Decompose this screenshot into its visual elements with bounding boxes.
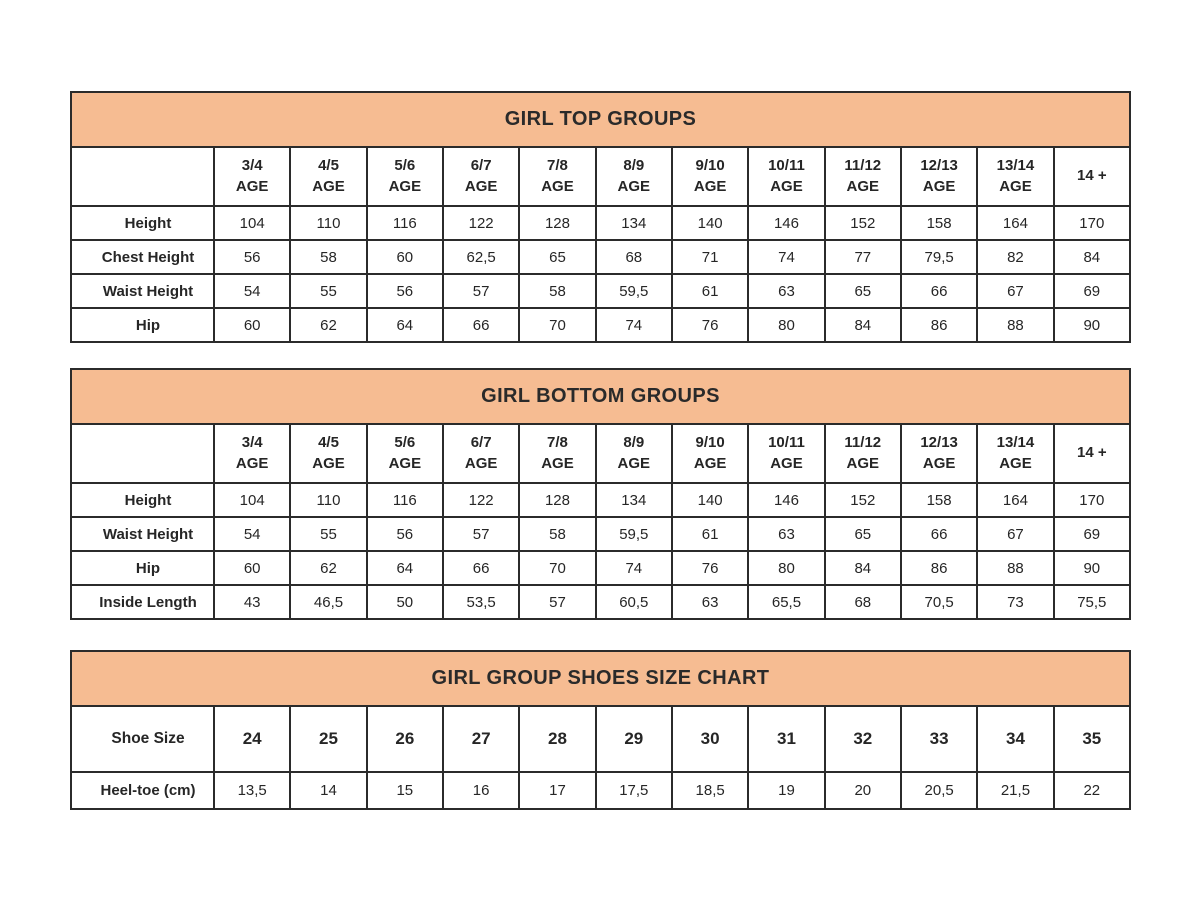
value-cell: 46,5 bbox=[290, 585, 366, 619]
value-cell: 74 bbox=[748, 240, 824, 274]
value-cell: 65 bbox=[825, 517, 901, 551]
value-cell: 61 bbox=[672, 274, 748, 308]
value-cell: 21,5 bbox=[977, 772, 1053, 809]
value-cell: 15 bbox=[367, 772, 443, 809]
row-label: Heel-toe (cm) bbox=[71, 772, 214, 809]
value-cell: 146 bbox=[748, 483, 824, 517]
value-cell: 68 bbox=[596, 240, 672, 274]
row-label: Height bbox=[71, 483, 214, 517]
value-cell: 76 bbox=[672, 308, 748, 342]
girl-shoes-size-table bbox=[70, 650, 1131, 810]
age-column-header: 14 + bbox=[1054, 424, 1130, 483]
age-column-header: 7/8 AGE bbox=[519, 147, 595, 206]
value-cell: 65 bbox=[519, 240, 595, 274]
value-cell: 59,5 bbox=[596, 274, 672, 308]
value-cell: 58 bbox=[290, 240, 366, 274]
value-cell: 64 bbox=[367, 308, 443, 342]
age-column-header: 9/10 AGE bbox=[672, 147, 748, 206]
value-cell: 152 bbox=[825, 483, 901, 517]
value-cell: 64 bbox=[367, 551, 443, 585]
shoe-size-header: 30 bbox=[672, 706, 748, 772]
value-cell: 57 bbox=[519, 585, 595, 619]
value-cell: 80 bbox=[748, 308, 824, 342]
value-cell: 70,5 bbox=[901, 585, 977, 619]
table-row bbox=[71, 772, 1130, 809]
value-cell: 61 bbox=[672, 517, 748, 551]
value-cell: 62,5 bbox=[443, 240, 519, 274]
value-cell: 128 bbox=[519, 206, 595, 240]
value-cell: 57 bbox=[443, 274, 519, 308]
age-column-header: 11/12 AGE bbox=[825, 147, 901, 206]
shoe-size-header: 26 bbox=[367, 706, 443, 772]
column-header-row bbox=[71, 706, 1130, 772]
column-header-row bbox=[71, 147, 1130, 206]
value-cell: 67 bbox=[977, 274, 1053, 308]
value-cell: 84 bbox=[825, 308, 901, 342]
age-column-header: 13/14 AGE bbox=[977, 424, 1053, 483]
value-cell: 43 bbox=[214, 585, 290, 619]
value-cell: 158 bbox=[901, 206, 977, 240]
value-cell: 62 bbox=[290, 308, 366, 342]
value-cell: 19 bbox=[748, 772, 824, 809]
corner-cell bbox=[71, 424, 214, 483]
value-cell: 17 bbox=[519, 772, 595, 809]
value-cell: 50 bbox=[367, 585, 443, 619]
table-row bbox=[71, 274, 1130, 308]
girl-top-groups-table bbox=[70, 91, 1131, 343]
shoe-size-header: 28 bbox=[519, 706, 595, 772]
shoe-size-header: 27 bbox=[443, 706, 519, 772]
column-header-row bbox=[71, 424, 1130, 483]
value-cell: 170 bbox=[1054, 206, 1130, 240]
value-cell: 71 bbox=[672, 240, 748, 274]
value-cell: 128 bbox=[519, 483, 595, 517]
value-cell: 58 bbox=[519, 517, 595, 551]
age-column-header: 11/12 AGE bbox=[825, 424, 901, 483]
age-column-header: 3/4 AGE bbox=[214, 424, 290, 483]
value-cell: 69 bbox=[1054, 274, 1130, 308]
value-cell: 146 bbox=[748, 206, 824, 240]
value-cell: 59,5 bbox=[596, 517, 672, 551]
girl-shoes-size-chart-title: GIRL GROUP SHOES SIZE CHART bbox=[71, 651, 1130, 706]
table-title-row bbox=[71, 369, 1130, 424]
table-row bbox=[71, 585, 1130, 619]
value-cell: 110 bbox=[290, 206, 366, 240]
value-cell: 53,5 bbox=[443, 585, 519, 619]
value-cell: 164 bbox=[977, 206, 1053, 240]
value-cell: 55 bbox=[290, 517, 366, 551]
value-cell: 140 bbox=[672, 483, 748, 517]
age-column-header: 10/11 AGE bbox=[748, 147, 824, 206]
value-cell: 68 bbox=[825, 585, 901, 619]
value-cell: 79,5 bbox=[901, 240, 977, 274]
age-column-header: 4/5 AGE bbox=[290, 424, 366, 483]
value-cell: 17,5 bbox=[596, 772, 672, 809]
value-cell: 82 bbox=[977, 240, 1053, 274]
value-cell: 110 bbox=[290, 483, 366, 517]
value-cell: 134 bbox=[596, 483, 672, 517]
value-cell: 88 bbox=[977, 308, 1053, 342]
value-cell: 20,5 bbox=[901, 772, 977, 809]
value-cell: 62 bbox=[290, 551, 366, 585]
age-column-header: 12/13 AGE bbox=[901, 147, 977, 206]
shoe-size-header: 32 bbox=[825, 706, 901, 772]
value-cell: 58 bbox=[519, 274, 595, 308]
row-label: Hip bbox=[71, 551, 214, 585]
age-column-header: 4/5 AGE bbox=[290, 147, 366, 206]
table-row bbox=[71, 483, 1130, 517]
shoe-size-header: 25 bbox=[290, 706, 366, 772]
value-cell: 56 bbox=[367, 274, 443, 308]
value-cell: 140 bbox=[672, 206, 748, 240]
value-cell: 60 bbox=[214, 551, 290, 585]
age-column-header: 14 + bbox=[1054, 147, 1130, 206]
row-label: Hip bbox=[71, 308, 214, 342]
value-cell: 164 bbox=[977, 483, 1053, 517]
value-cell: 75,5 bbox=[1054, 585, 1130, 619]
value-cell: 104 bbox=[214, 483, 290, 517]
row-label: Waist Height bbox=[71, 517, 214, 551]
age-column-header: 13/14 AGE bbox=[977, 147, 1053, 206]
value-cell: 88 bbox=[977, 551, 1053, 585]
value-cell: 66 bbox=[901, 517, 977, 551]
age-column-header: 6/7 AGE bbox=[443, 424, 519, 483]
value-cell: 84 bbox=[1054, 240, 1130, 274]
value-cell: 77 bbox=[825, 240, 901, 274]
age-column-header: 9/10 AGE bbox=[672, 424, 748, 483]
shoe-size-header: 33 bbox=[901, 706, 977, 772]
value-cell: 66 bbox=[901, 274, 977, 308]
value-cell: 74 bbox=[596, 551, 672, 585]
shoe-size-header: 24 bbox=[214, 706, 290, 772]
value-cell: 73 bbox=[977, 585, 1053, 619]
girl-top-groups-title: GIRL TOP GROUPS bbox=[71, 92, 1130, 147]
value-cell: 67 bbox=[977, 517, 1053, 551]
value-cell: 66 bbox=[443, 308, 519, 342]
table-row bbox=[71, 308, 1130, 342]
value-cell: 54 bbox=[214, 517, 290, 551]
value-cell: 152 bbox=[825, 206, 901, 240]
shoe-size-header: 31 bbox=[748, 706, 824, 772]
value-cell: 74 bbox=[596, 308, 672, 342]
value-cell: 60 bbox=[367, 240, 443, 274]
table-row bbox=[71, 517, 1130, 551]
value-cell: 60 bbox=[214, 308, 290, 342]
value-cell: 170 bbox=[1054, 483, 1130, 517]
value-cell: 65,5 bbox=[748, 585, 824, 619]
table-title-row bbox=[71, 92, 1130, 147]
value-cell: 13,5 bbox=[214, 772, 290, 809]
row-label: Height bbox=[71, 206, 214, 240]
value-cell: 56 bbox=[214, 240, 290, 274]
age-column-header: 12/13 AGE bbox=[901, 424, 977, 483]
value-cell: 60,5 bbox=[596, 585, 672, 619]
value-cell: 70 bbox=[519, 551, 595, 585]
shoe-size-header: 35 bbox=[1054, 706, 1130, 772]
row-label: Chest Height bbox=[71, 240, 214, 274]
value-cell: 55 bbox=[290, 274, 366, 308]
value-cell: 134 bbox=[596, 206, 672, 240]
row-label: Inside Length bbox=[71, 585, 214, 619]
value-cell: 70 bbox=[519, 308, 595, 342]
row-label: Waist Height bbox=[71, 274, 214, 308]
value-cell: 86 bbox=[901, 308, 977, 342]
value-cell: 122 bbox=[443, 206, 519, 240]
table-row bbox=[71, 206, 1130, 240]
value-cell: 86 bbox=[901, 551, 977, 585]
age-column-header: 5/6 AGE bbox=[367, 147, 443, 206]
value-cell: 65 bbox=[825, 274, 901, 308]
age-column-header: 5/6 AGE bbox=[367, 424, 443, 483]
girl-bottom-groups-table bbox=[70, 368, 1131, 620]
age-column-header: 6/7 AGE bbox=[443, 147, 519, 206]
value-cell: 76 bbox=[672, 551, 748, 585]
value-cell: 122 bbox=[443, 483, 519, 517]
value-cell: 63 bbox=[748, 274, 824, 308]
age-column-header: 8/9 AGE bbox=[596, 147, 672, 206]
age-column-header: 7/8 AGE bbox=[519, 424, 595, 483]
value-cell: 90 bbox=[1054, 308, 1130, 342]
value-cell: 20 bbox=[825, 772, 901, 809]
corner-cell bbox=[71, 147, 214, 206]
value-cell: 16 bbox=[443, 772, 519, 809]
table-row bbox=[71, 551, 1130, 585]
age-column-header: 3/4 AGE bbox=[214, 147, 290, 206]
value-cell: 63 bbox=[672, 585, 748, 619]
value-cell: 18,5 bbox=[672, 772, 748, 809]
age-column-header: 8/9 AGE bbox=[596, 424, 672, 483]
value-cell: 80 bbox=[748, 551, 824, 585]
value-cell: 104 bbox=[214, 206, 290, 240]
value-cell: 116 bbox=[367, 483, 443, 517]
value-cell: 56 bbox=[367, 517, 443, 551]
shoe-size-header: 34 bbox=[977, 706, 1053, 772]
shoe-size-header: 29 bbox=[596, 706, 672, 772]
value-cell: 63 bbox=[748, 517, 824, 551]
value-cell: 90 bbox=[1054, 551, 1130, 585]
age-column-header: 10/11 AGE bbox=[748, 424, 824, 483]
girl-bottom-groups-title: GIRL BOTTOM GROUPS bbox=[71, 369, 1130, 424]
table-row bbox=[71, 240, 1130, 274]
value-cell: 116 bbox=[367, 206, 443, 240]
value-cell: 54 bbox=[214, 274, 290, 308]
value-cell: 158 bbox=[901, 483, 977, 517]
value-cell: 66 bbox=[443, 551, 519, 585]
value-cell: 84 bbox=[825, 551, 901, 585]
value-cell: 69 bbox=[1054, 517, 1130, 551]
table-title-row bbox=[71, 651, 1130, 706]
value-cell: 14 bbox=[290, 772, 366, 809]
value-cell: 57 bbox=[443, 517, 519, 551]
shoe-size-label: Shoe Size bbox=[71, 706, 214, 772]
value-cell: 22 bbox=[1054, 772, 1130, 809]
